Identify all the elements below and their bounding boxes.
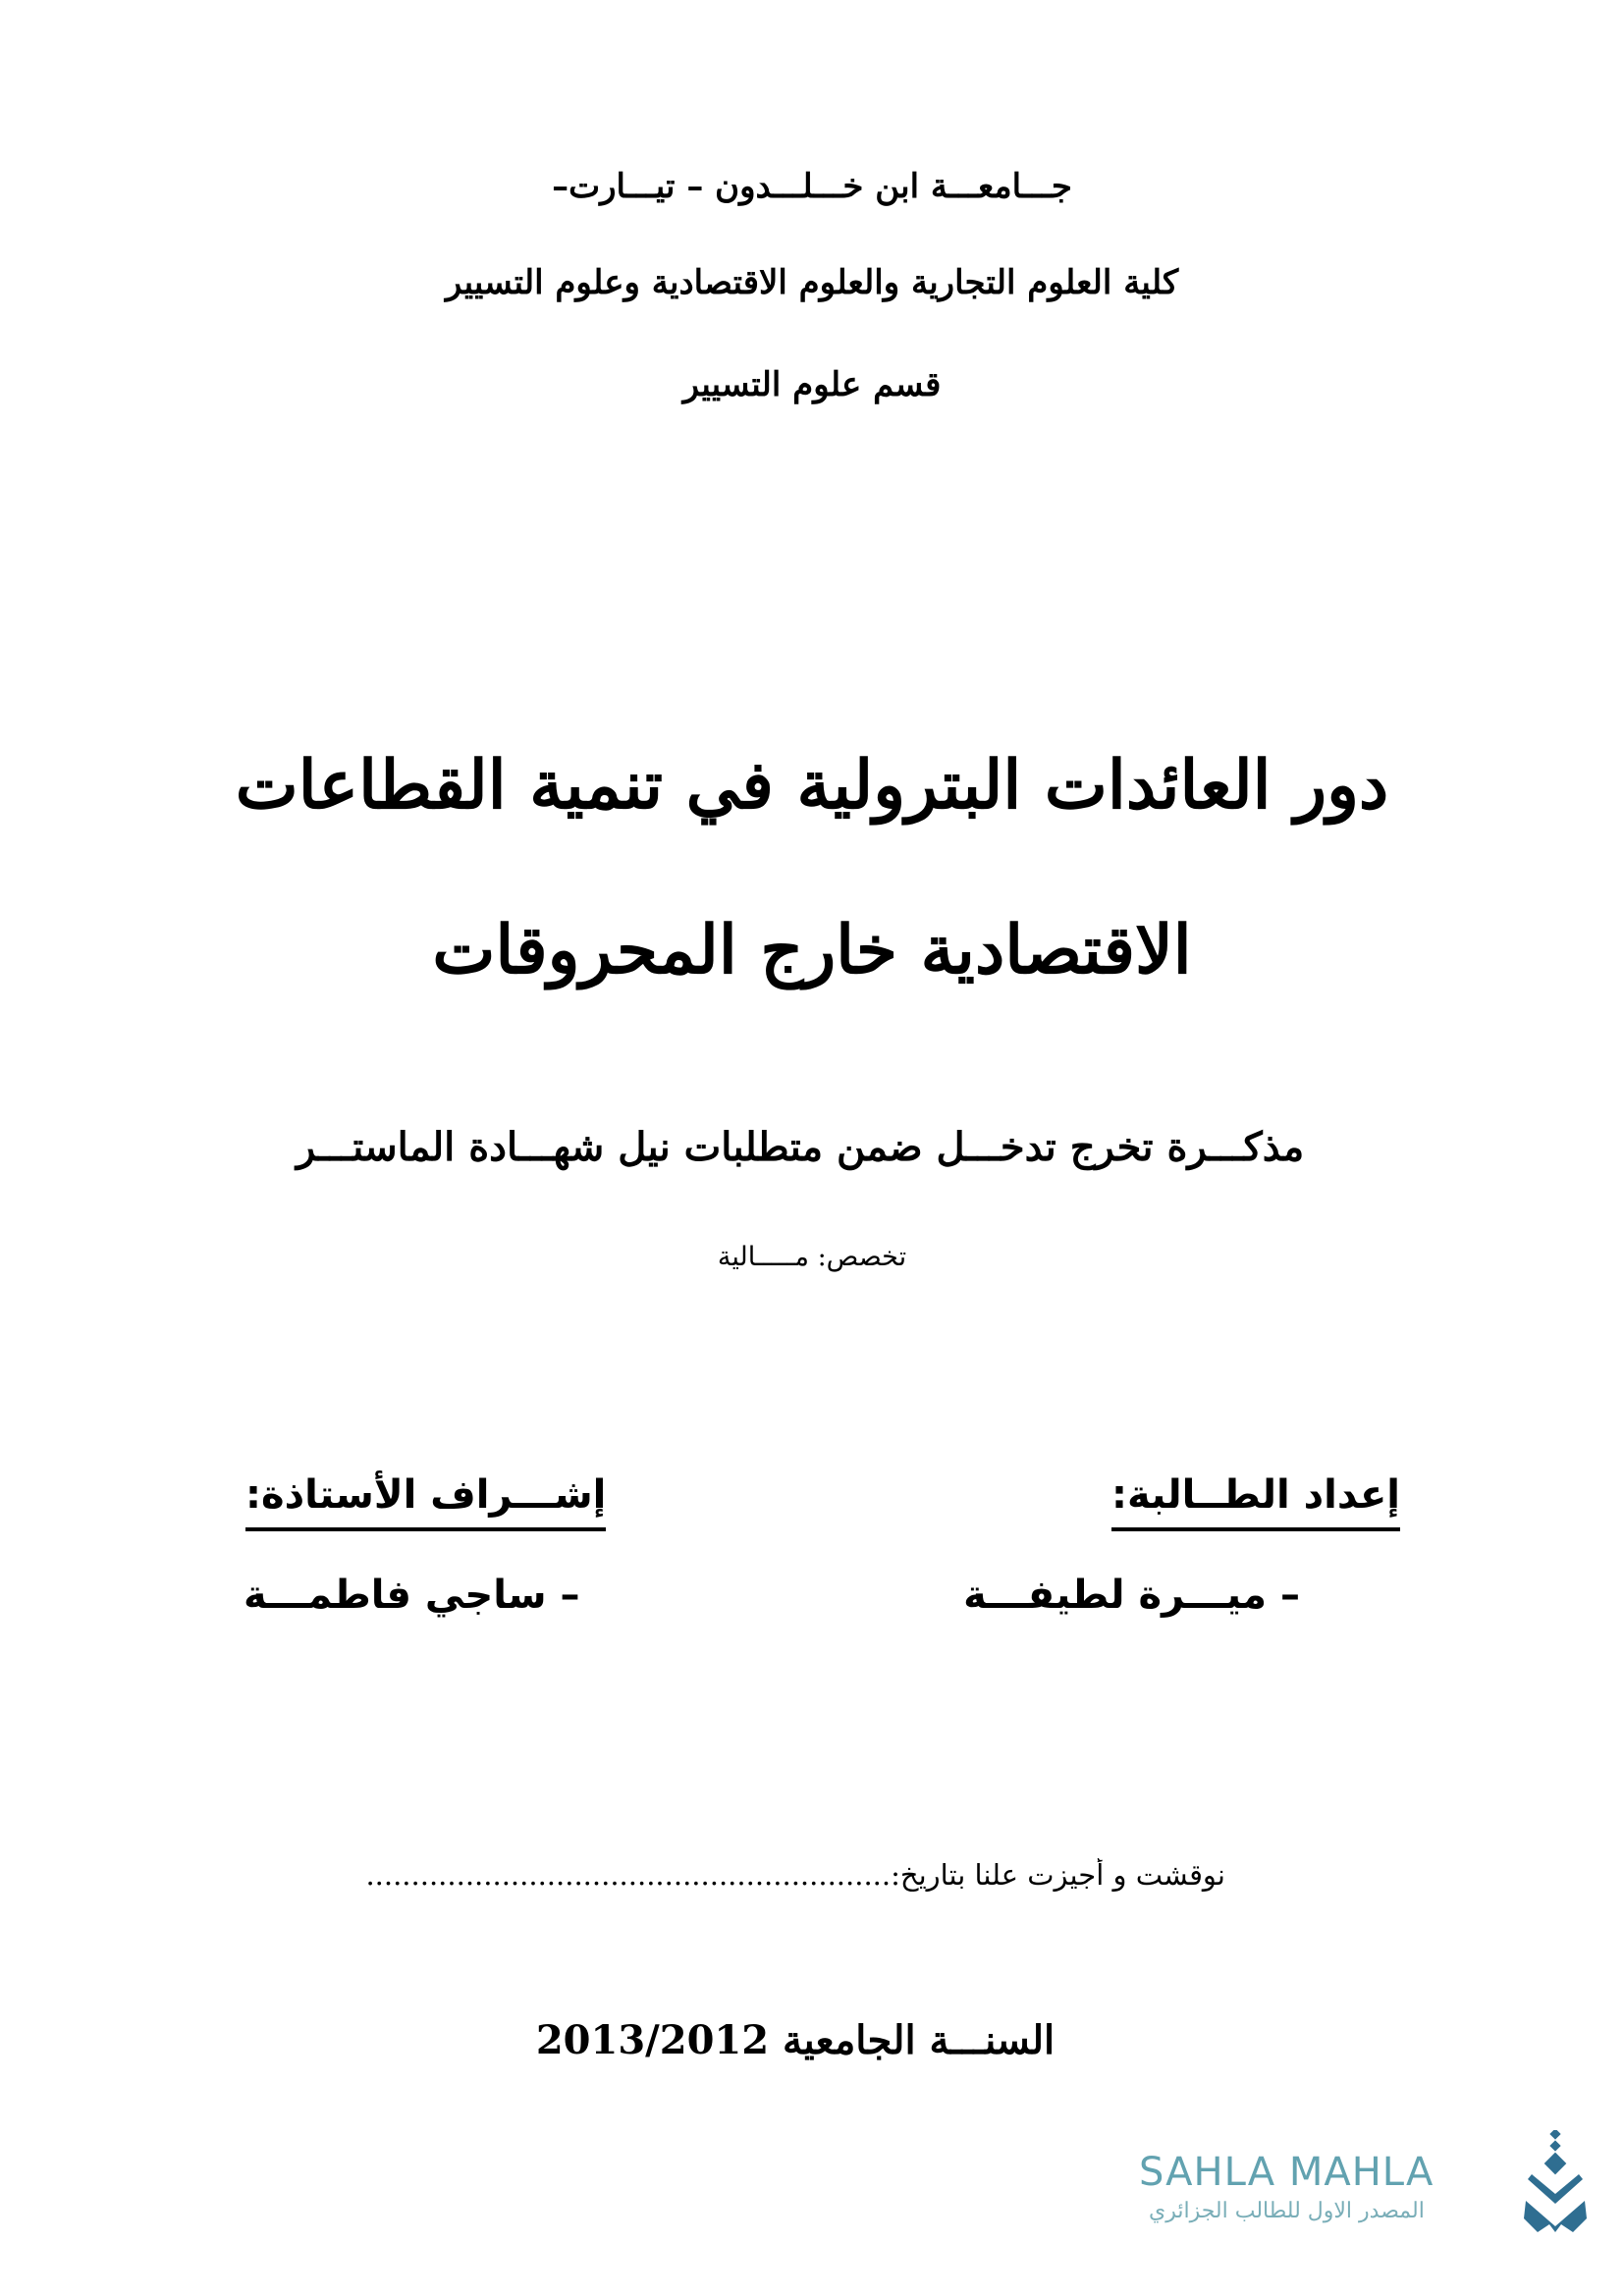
- discussion-date-line: نوقشت و أجيزت علنا بتاريخ:..........................................................: [365, 1858, 1225, 1892]
- faculty-name: كلية العلوم التجارية والعلوم الاقتصادية وعلوم التسيير: [445, 263, 1179, 302]
- thesis-title-line2: الاقتصادية خارج المحروقات: [432, 911, 1192, 989]
- academic-year: السنـــة الجامعية 2013/2012: [535, 2017, 1056, 2063]
- student-name: – ميـــرة لطيفـــة: [963, 1573, 1300, 1618]
- university-name: جـــامعـــة ابن خـــلـــدون – تيـــارت–: [552, 167, 1072, 206]
- supervisor-name: – ساجي فاطمـــة: [244, 1573, 580, 1618]
- logo-text: SAHLA MAHLA: [1139, 2150, 1435, 2195]
- logo-mark-icon: [1522, 2130, 1591, 2238]
- logo-tagline: المصدر الاول للطالب الجزائري: [1149, 2199, 1425, 2223]
- sahla-mahla-logo: [1139, 2150, 1610, 2238]
- department-name: قسم علوم التسيير: [682, 365, 942, 404]
- supervisor-label: إشـــراف الأستاذة:: [245, 1472, 606, 1531]
- student-label: إعداد الطــالبة:: [1111, 1472, 1400, 1531]
- thesis-title-line1: دور العائدات البترولية في تنمية القطاعات: [235, 746, 1389, 825]
- thesis-subtitle: مذكـــرة تخرج تدخـــل ضمن متطلبات نيل شهـــادة الماستـــر: [296, 1124, 1305, 1170]
- specialty: تخصص: مـــــالية: [717, 1242, 907, 1272]
